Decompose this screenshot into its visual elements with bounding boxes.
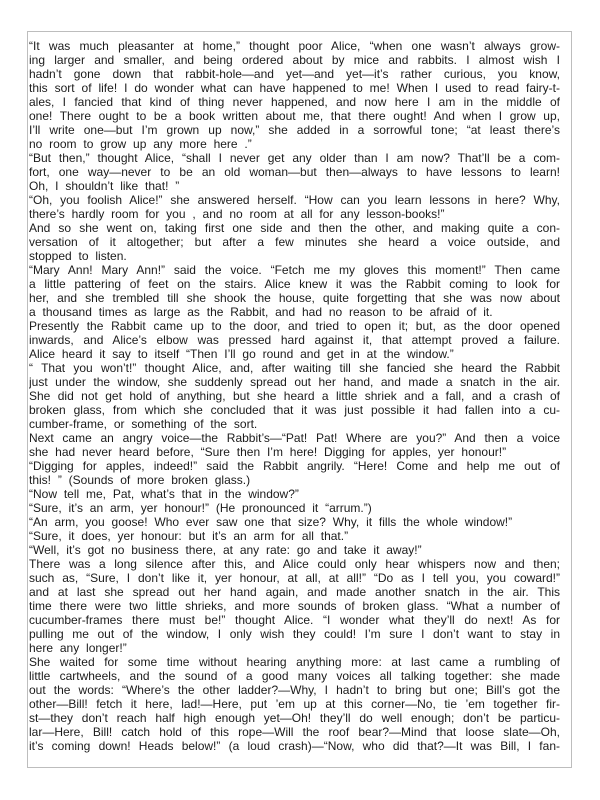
text-line: “It was much pleasanter at home,” thought poor Alice, “when one wasn’t always grow- — [29, 39, 560, 53]
paragraph — [29, 319, 560, 361]
text-line: Oh, I shouldn’t like that! ” — [29, 179, 180, 193]
text-line: I’ll write one—but I’m grown up now,” she added in a sorrowful tone; “at least there’s — [29, 123, 560, 137]
paragraph — [29, 459, 560, 487]
text-line: one! There ought to be a book written about me, that there ought! And when I grow up, — [29, 109, 560, 123]
text-line: versation of it altogether; but after a few minutes she heard a voice outside, and — [29, 235, 560, 249]
paragraph — [29, 39, 560, 151]
text-line: little cartwheels, and the sound of a good many voices all talking together: she made — [29, 669, 560, 683]
text-line: Presently the Rabbit came up to the door, and tried to open it; but, as the door opened — [29, 319, 560, 333]
text-line: st—they don’t reach half high enough yet—Oh! they’ll do well enough; don’t be particu- — [29, 711, 560, 725]
paragraph — [29, 557, 560, 655]
paragraph — [29, 431, 560, 459]
text-line: other—Bill! fetch it here, lad!—Here, put ’em up at this corner—No, tie ’em together fir- — [29, 697, 560, 711]
text-line: there’s hardly room for you , and no room at all for any lesson-books!” — [29, 207, 445, 221]
text-line: broken glass, from which she concluded that it was just possible it had fallen into a cu- — [29, 403, 560, 417]
text-line: time there were two little shrieks, and more sounds of broken glass. “What a number of — [29, 599, 560, 613]
text-line: lar—Here, Bill! catch hold of this rope—Will the roof bear?—Mind that loose slate—Oh, — [29, 725, 560, 739]
text-line: this sort of life! I do wonder what can have happened to me! When I used to read fairy-t- — [29, 81, 560, 95]
text-frame[interactable] — [27, 31, 572, 768]
text-line: stopped to listen. — [29, 249, 127, 263]
paragraph — [29, 221, 560, 263]
text-line: There was a long silence after this, and Alice could only hear whispers now and then; — [29, 557, 560, 571]
paragraph — [29, 361, 560, 431]
paragraph — [29, 529, 560, 543]
text-line: “Well, it’s got no business there, at any rate: go and take it away!” — [29, 543, 422, 557]
text-line: “But then,” thought Alice, “shall I never get any older than I am now? That’ll be a com- — [29, 151, 560, 165]
paragraph — [29, 501, 560, 515]
text-line: “An arm, you goose! Who ever saw one that size? Why, it fills the whole window!” — [29, 515, 513, 529]
text-line: this! ” (Sounds of more broken glass.) — [29, 473, 251, 487]
paragraph — [29, 487, 560, 501]
text-line: She waited for some time without hearing anything more: at last came a rumbling of — [29, 655, 560, 669]
text-line: “Now tell me, Pat, what’s that in the window?” — [29, 487, 299, 501]
paragraph — [29, 543, 560, 557]
text-line: “Oh, you foolish Alice!” she answered herself. “How can you learn lessons in here? Why, — [29, 193, 560, 207]
text-line: She did not get hold of anything, but she heard a little shriek and a fall, and a crash of — [29, 389, 560, 403]
text-line: “Mary Ann! Mary Ann!” said the voice. “Fetch me my gloves this moment!” Then came — [29, 263, 560, 277]
text-line: such as, “Sure, I don’t like it, yer honour, at all, at all!” “Do as I tell you, you coward!” — [29, 571, 560, 585]
text-line: pulling me out of the window, I only wish they could! I’m sure I don’t want to stay in — [29, 627, 560, 641]
paragraph — [29, 193, 560, 221]
paragraph — [29, 263, 560, 319]
text-line: a little pattering of feet on the stairs. Alice knew it was the Rabbit coming to look for — [29, 277, 560, 291]
text-line: ing larger and smaller, and being ordered about by mice and rabbits. I almost wish I — [29, 53, 560, 67]
text-line: out the words: “Where’s the other ladder?—Why, I hadn’t to bring but one; Bill’s got the — [29, 683, 560, 697]
text-line: just under the window, she suddenly spread out her hand, and made a snatch in the air. — [29, 375, 560, 389]
text-line: cucumber-frames there must be!” thought Alice. “I wonder what they’ll do next! As for — [29, 613, 560, 627]
text-line: fort, one way—never to be an old woman—but then—always to have lessons to learn! — [29, 165, 560, 179]
text-line: And so she went on, taking first one side and then the other, and making quite a con- — [29, 221, 560, 235]
text-line: inwards, and Alice’s elbow was pressed hard against it, that attempt proved a failure. — [29, 333, 560, 347]
text-line: a thousand times as large as the Rabbit, and had no reason to be afraid of it. — [29, 305, 493, 319]
text-line: it’s coming down! Heads below!” (a loud crash)—“Now, who did that?—It was Bill, I fan- — [29, 739, 560, 753]
text-line: “ That you won’t!” thought Alice, and, after waiting till she fancied she heard the Rabbit — [29, 361, 560, 375]
text-line: no room to grow up any more here .” — [29, 137, 252, 151]
text-line: cumber-frame, or something of the sort. — [29, 417, 258, 431]
text-line: hadn’t gone down that rabbit-hole—and yet—and yet—it’s rather curious, you know, — [29, 67, 560, 81]
text-line: “Sure, it’s an arm, yer honour!” (He pronounced it “arrum.”) — [29, 501, 372, 515]
paragraph — [29, 151, 560, 193]
text-line: here any longer!” — [29, 641, 127, 655]
text-line: Alice heard it say to itself “Then I’ll go round and get in at the window.” — [29, 347, 454, 361]
text-line: Next came an angry voice—the Rabbit’s—“Pat! Pat! Where are you?” And then a voice — [29, 431, 560, 445]
text-line: she had never heard before, “Sure then I’m here! Digging for apples, yer honour!” — [29, 445, 507, 459]
text-line: her, and she trembled till she shook the house, quite forgetting that she was now about — [29, 291, 560, 305]
text-line: “Sure, it does, yer honour: but it’s an arm for all that.” — [29, 529, 349, 543]
text-line: ales, I fancied that kind of thing never happened, and now here I am in the middle of — [29, 95, 560, 109]
text-line: “Digging for apples, indeed!” said the Rabbit angrily. “Here! Come and help me out of — [29, 459, 560, 473]
paragraph — [29, 515, 560, 529]
paragraph — [29, 655, 560, 753]
text-line: and at last she spread out her hand again, and made another snatch in the air. This — [29, 585, 560, 599]
